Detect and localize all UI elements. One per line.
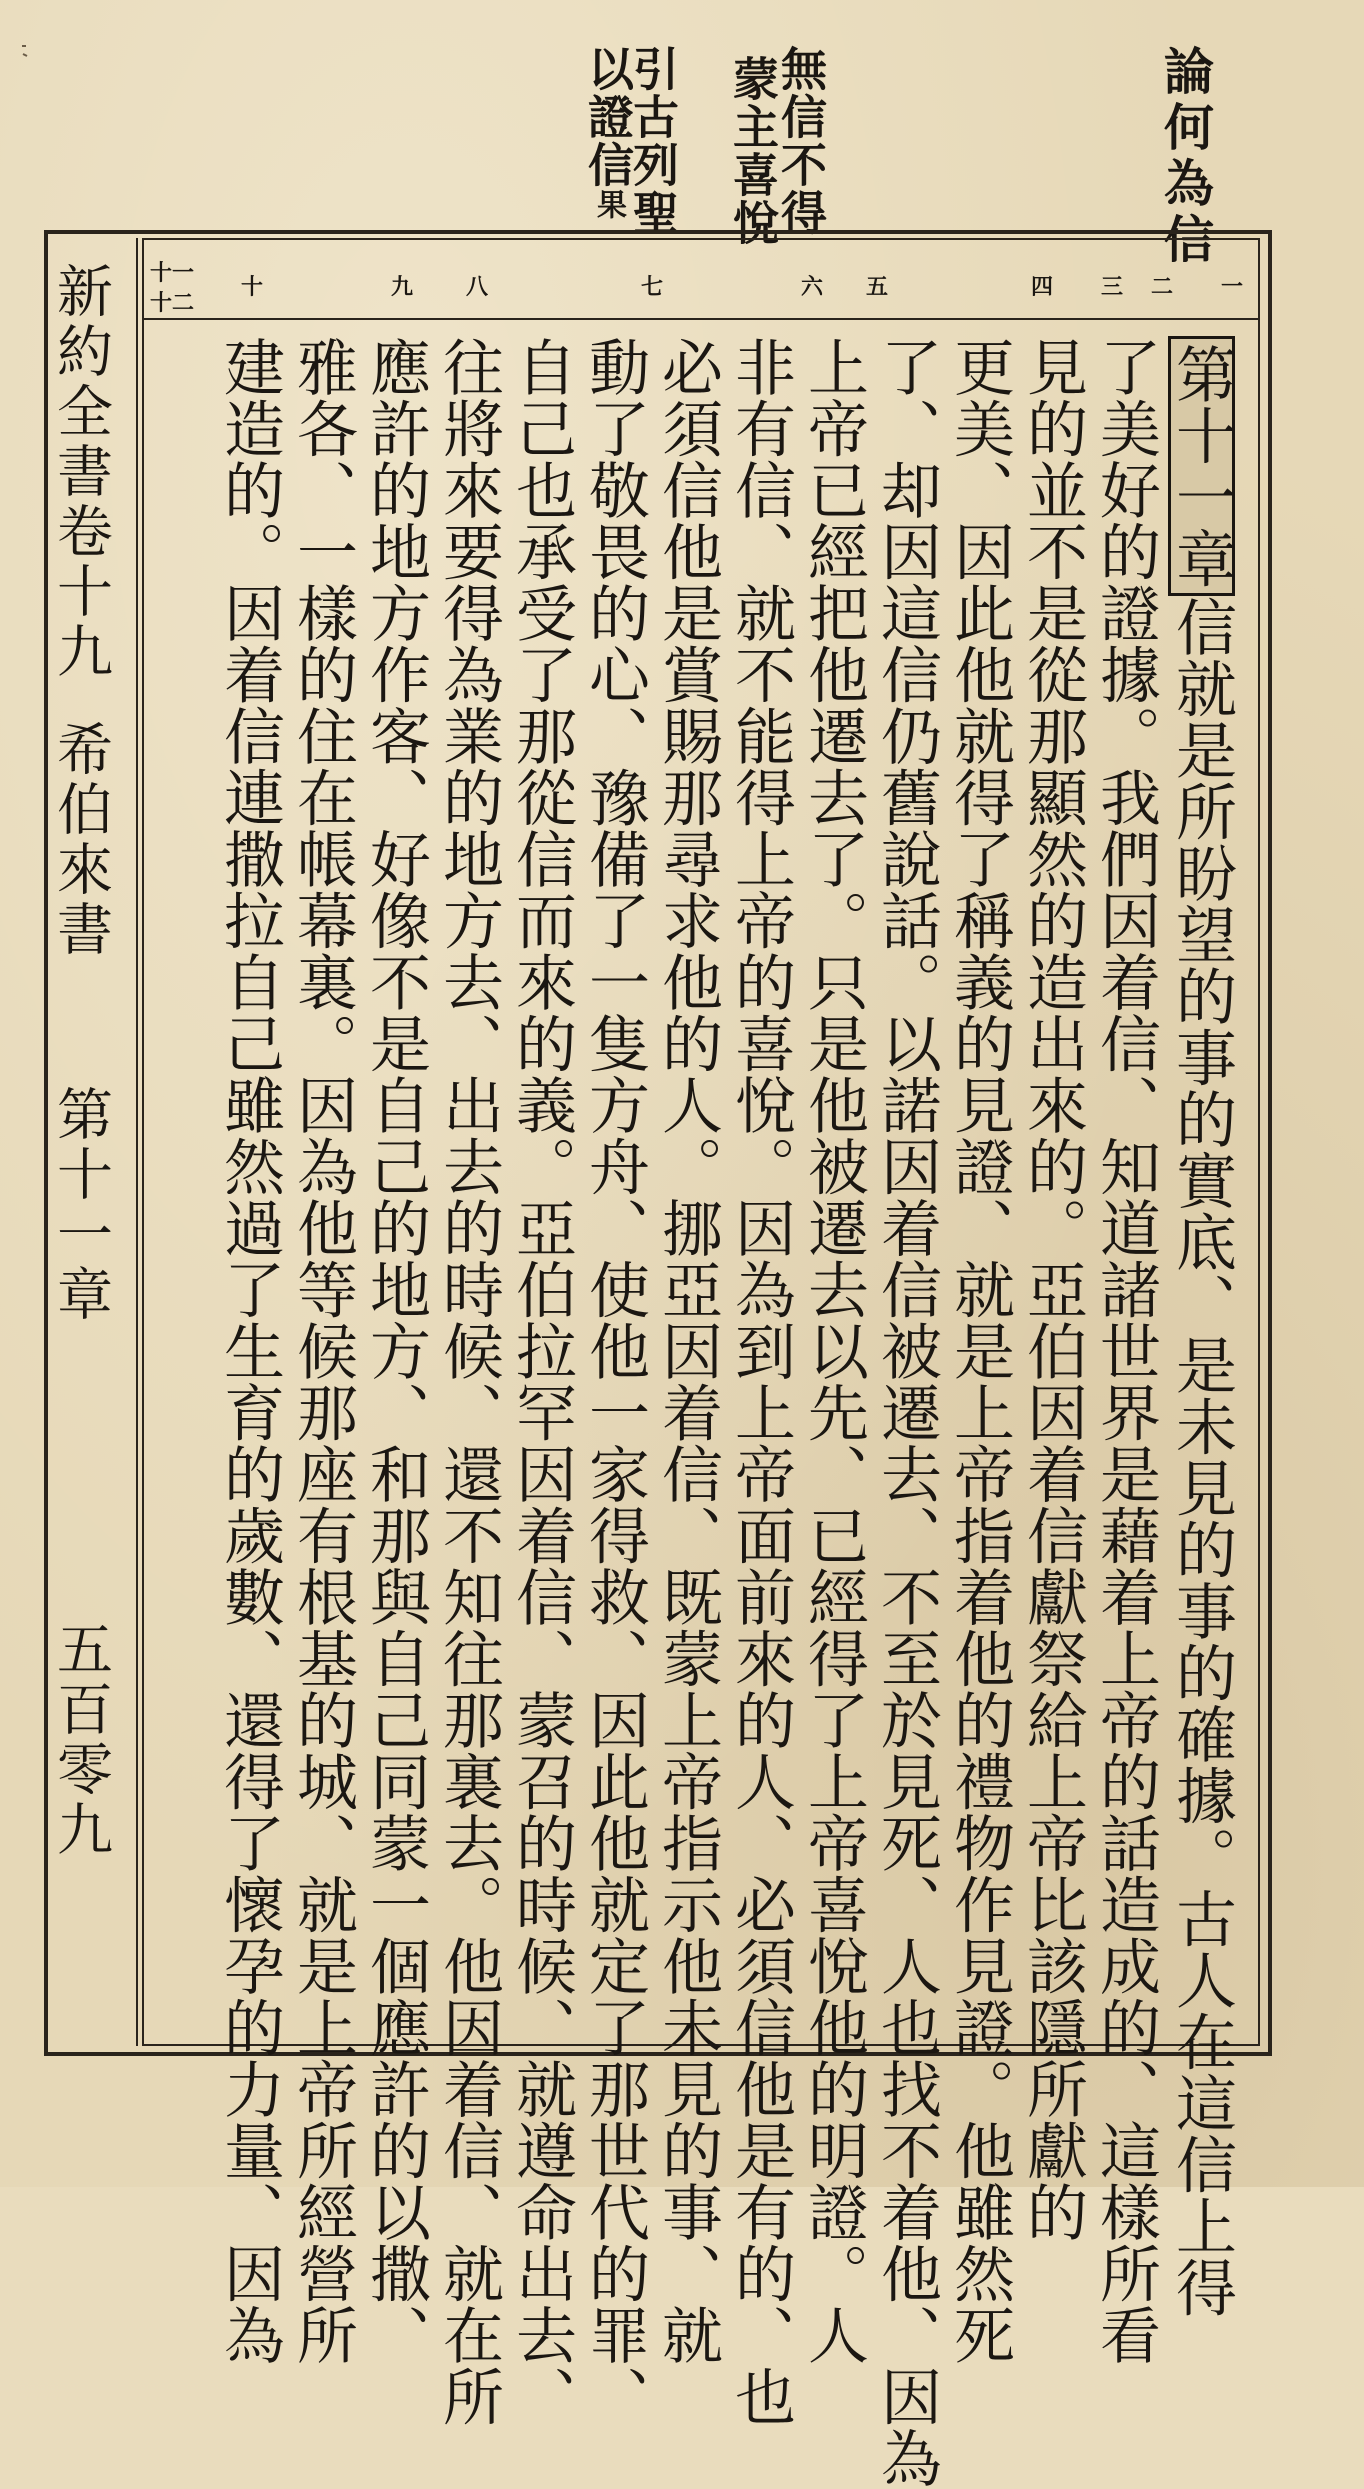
headnote-title: 論何為信 (1156, 45, 1215, 269)
chapter-label-box: 第十一章 (1168, 336, 1235, 596)
headnote-b-line1: 引古列聖 (626, 45, 680, 237)
page-number: 五百零九 (48, 1620, 113, 1860)
verse-number: 二 (1150, 274, 1173, 300)
chapter-heading: 第十一章 (48, 1085, 113, 1325)
headnote-b-small: 果 (591, 189, 626, 221)
text-column: 必須信他是賞賜那尋求他的人。挪亞因着信、既蒙上帝指示他未見的事、就 (652, 336, 723, 2366)
text-column: 動了敬畏的心、豫備了一隻方舟、使他一家得救、因此他就定了那世代的罪、 (579, 336, 650, 2427)
verse-number-rule (142, 318, 1260, 320)
headnote-a-line2: 蒙主喜悅 (726, 55, 780, 247)
verse-number: 十一 (150, 260, 195, 286)
column-text: 信就是所盼望的事的實底、是未見的事的確據。古人在這信上得 (1166, 596, 1237, 2318)
ink-mark-icon (14, 40, 44, 100)
text-column: 更美、因此他就得了稱義的見證、就是上帝指着他的禮物作見證。他雖然死 (944, 336, 1015, 2366)
verse-number: 八 (465, 274, 488, 300)
text-column: 見的並不是從那顯然的造出來的。亞伯因着信獻祭給上帝比該隱所獻的 (1017, 336, 1088, 2243)
headnote-a-line1: 無信不得 (774, 45, 828, 237)
text-column (1168, 336, 1235, 2318)
verse-number: 五 (865, 274, 888, 300)
text-column: 上帝已經把他遷去了。只是他被遷去以先、已經得了上帝喜悅他的明證。人 (798, 336, 869, 2366)
text-column: 了、却因這信仍舊說話。以諾因着信被遷去、不至於見死、人也找不着他、因為 (871, 336, 942, 2489)
text-column: 應許的地方作客、好像不是自己的地方、和那與自己同蒙一個應許的以撒、 (360, 336, 431, 2366)
book-volume-title: 新約全書卷十九 (48, 262, 113, 682)
text-column: 非有信、就不能得上帝的喜悅。因為到上帝面前來的人、必須信他是有的、也 (725, 336, 796, 2427)
verse-number: 十二 (150, 290, 195, 316)
text-column: 往將來要得為業的地方去、出去的時候、還不知往那裏去。他因着信、就在所 (433, 336, 504, 2427)
headnote-b-main: 以證信 (581, 45, 635, 189)
verse-number: 六 (800, 274, 823, 300)
text-column: 雅各、一樣的住在帳幕裏。因為他等候那座有根基的城、就是上帝所經營所 (287, 336, 358, 2366)
verse-number: 一 (1220, 274, 1243, 300)
margin-divider (136, 238, 138, 2046)
headnote-b-line2 (581, 45, 635, 221)
verse-number: 九 (390, 274, 413, 300)
text-column: 了美好的證據。我們因着信、知道諸世界是藉着上帝的話造成的、這樣所看 (1090, 336, 1161, 2366)
text-column: 建造的。因着信連撒拉自己雖然過了生育的歲數、還得了懷孕的力量、因為 (214, 336, 285, 2366)
verse-number: 三 (1100, 274, 1123, 300)
verse-number: 十 (240, 274, 263, 300)
verse-number: 七 (640, 274, 663, 300)
text-column: 自己也承受了那從信而來的義。亞伯拉罕因着信、蒙召的時候、就遵命出去、 (506, 336, 577, 2427)
verse-number: 四 (1030, 274, 1053, 300)
book-name: 希伯來書 (48, 720, 113, 960)
